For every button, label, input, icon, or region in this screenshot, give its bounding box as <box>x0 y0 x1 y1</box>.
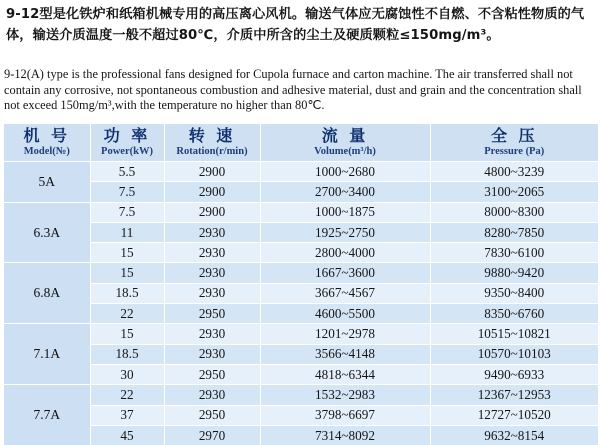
pressure-cell: 12727~10520 <box>430 405 598 425</box>
table-row <box>4 344 598 364</box>
header-rotation-en: Rotation(r/min) <box>165 145 260 158</box>
power-cell: 30 <box>90 364 164 384</box>
rotation-cell: 2950 <box>164 304 260 324</box>
rotation-cell: 2930 <box>164 283 260 303</box>
rotation-cell: 2950 <box>164 364 260 384</box>
table-header <box>4 124 598 162</box>
power-cell: 45 <box>90 425 164 445</box>
table-row <box>4 263 598 283</box>
table-row <box>4 364 598 384</box>
table-row <box>4 222 598 242</box>
table-row <box>4 283 598 303</box>
power-cell: 15 <box>90 243 164 263</box>
power-cell: 22 <box>90 304 164 324</box>
pressure-cell: 12367~12953 <box>430 385 598 405</box>
rotation-cell: 2900 <box>164 202 260 222</box>
volume-cell: 4600~5500 <box>260 304 430 324</box>
header-volume <box>260 124 430 162</box>
volume-cell: 2700~3400 <box>260 182 430 202</box>
header-model <box>4 124 90 162</box>
table-row <box>4 385 598 405</box>
volume-cell: 7314~8092 <box>260 425 430 445</box>
volume-cell: 3798~6697 <box>260 405 430 425</box>
rotation-cell: 2930 <box>164 243 260 263</box>
intro-english-text: 9-12(A) type is the professional fans designed for Cupola furnace and carton machine. The air transferred shall not contain any corrosive, not spontaneous combustion and adhesive material, dust and grain and the concentration shall not exceed 150mg/m³,with the temperature no higher than 80℃. <box>4 67 598 114</box>
volume-cell: 2800~4000 <box>260 243 430 263</box>
volume-cell: 3667~4567 <box>260 283 430 303</box>
rotation-cell: 2930 <box>164 324 260 344</box>
rotation-cell: 2930 <box>164 385 260 405</box>
table-row <box>4 243 598 263</box>
header-power-zh: 功 率 <box>91 127 164 145</box>
power-cell: 7.5 <box>90 202 164 222</box>
table-row <box>4 304 598 324</box>
header-volume-en: Volume(m³/h) <box>261 145 430 158</box>
volume-cell: 1000~1875 <box>260 202 430 222</box>
pressure-cell: 9880~9420 <box>430 263 598 283</box>
power-cell: 11 <box>90 222 164 242</box>
pressure-cell: 9490~6933 <box>430 364 598 384</box>
header-power-en: Power(kW) <box>91 145 164 158</box>
model-cell: 6.3A <box>4 202 90 263</box>
rotation-cell: 2930 <box>164 263 260 283</box>
table-row <box>4 405 598 425</box>
pressure-cell: 8280~7850 <box>430 222 598 242</box>
pressure-cell: 10570~10103 <box>430 344 598 364</box>
pressure-cell: 9632~8154 <box>430 425 598 445</box>
pressure-cell: 8000~8300 <box>430 202 598 222</box>
model-cell: 6.8A <box>4 263 90 324</box>
table-row <box>4 425 598 445</box>
pressure-cell: 7830~6100 <box>430 243 598 263</box>
pressure-cell: 8350~6760 <box>430 304 598 324</box>
table-row <box>4 162 598 182</box>
model-cell: 7.1A <box>4 324 90 385</box>
header-volume-zh: 流 量 <box>261 127 430 145</box>
volume-cell: 4818~6344 <box>260 364 430 384</box>
volume-cell: 3566~4148 <box>260 344 430 364</box>
power-cell: 15 <box>90 324 164 344</box>
power-cell: 18.5 <box>90 344 164 364</box>
header-model-zh: 机 号 <box>4 127 90 145</box>
rotation-cell: 2900 <box>164 182 260 202</box>
header-pressure-en: Pressure (Pa) <box>431 145 599 158</box>
pressure-cell: 9350~8400 <box>430 283 598 303</box>
rotation-cell: 2930 <box>164 344 260 364</box>
volume-cell: 1667~3600 <box>260 263 430 283</box>
volume-cell: 1532~2983 <box>260 385 430 405</box>
power-cell: 7.5 <box>90 182 164 202</box>
volume-cell: 1000~2680 <box>260 162 430 182</box>
header-pressure <box>430 124 598 162</box>
fan-spec-table <box>4 124 598 445</box>
pressure-cell: 4800~3239 <box>430 162 598 182</box>
table-row <box>4 324 598 344</box>
header-rotation-zh: 转 速 <box>165 127 260 145</box>
pressure-cell: 10515~10821 <box>430 324 598 344</box>
table-row <box>4 202 598 222</box>
volume-cell: 1925~2750 <box>260 222 430 242</box>
table-body <box>4 162 598 445</box>
header-model-en: Model(№) <box>4 145 90 158</box>
model-cell: 5A <box>4 162 90 203</box>
rotation-cell: 2950 <box>164 405 260 425</box>
table-row <box>4 182 598 202</box>
power-cell: 37 <box>90 405 164 425</box>
header-pressure-zh: 全 压 <box>431 127 599 145</box>
rotation-cell: 2930 <box>164 222 260 242</box>
power-cell: 18.5 <box>90 283 164 303</box>
rotation-cell: 2970 <box>164 425 260 445</box>
pressure-cell: 3100~2065 <box>430 182 598 202</box>
header-rotation <box>164 124 260 162</box>
header-row <box>4 124 598 162</box>
power-cell: 5.5 <box>90 162 164 182</box>
power-cell: 15 <box>90 263 164 283</box>
volume-cell: 1201~2978 <box>260 324 430 344</box>
header-power <box>90 124 164 162</box>
model-cell: 7.7A <box>4 385 90 445</box>
power-cell: 22 <box>90 385 164 405</box>
intro-chinese-text: 9-12型是化铁炉和纸箱机械专用的高压离心风机。输送气体应无腐蚀性不自燃、不含粘性物质的气体，输送介质温度一般不超过80℃，介质中所含的尘土及硬质颗粒≤150mg/m³。 <box>6 4 596 46</box>
rotation-cell: 2900 <box>164 162 260 182</box>
